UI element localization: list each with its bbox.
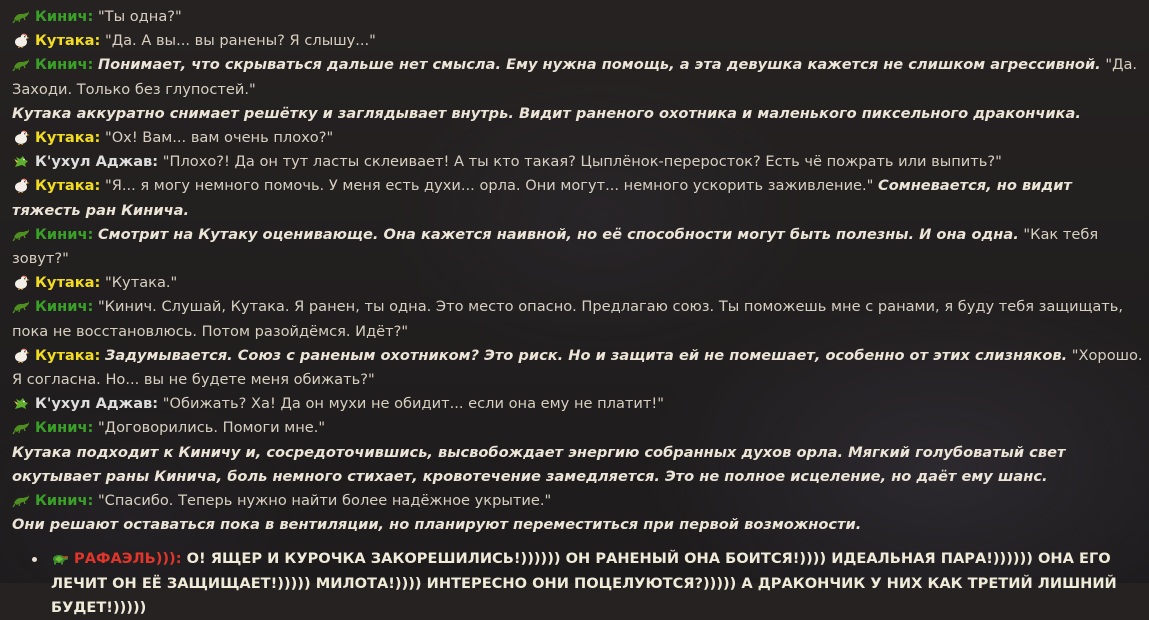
chicken-icon — [12, 274, 30, 290]
speaker-name: РАФАЭЛЬ))): — [74, 550, 182, 568]
message-kutaka — [12, 344, 1144, 392]
speech: "Кутака." — [104, 274, 178, 292]
speech: "Ох! Вам... вам очень плохо?" — [104, 129, 334, 147]
speaker-name: К'ухул Аджав: — [35, 395, 159, 413]
message-kinich — [12, 489, 1144, 513]
speaker-name: Кинич: — [35, 8, 94, 25]
lizard-icon — [12, 298, 30, 314]
action-text: Задумывается. Союз с раненым охотником? Это риск. Но и защита ей не помешает, особенно от этих слизняков. — [104, 346, 1068, 364]
speech: "Хорошо. Я согласна. Но... вы не будете меня обижать?" — [12, 346, 1143, 389]
chicken-icon — [12, 177, 30, 193]
speaker-name: Кутака: — [35, 32, 101, 50]
speaker-name: Кинич: — [35, 419, 94, 437]
speaker-name: Кинич: — [35, 56, 94, 74]
chicken-icon — [12, 32, 30, 48]
narration: Кутака аккуратно снимает решётку и заглядывает внутрь. Видит раненого охотника и маленького пиксельного дракончика. — [12, 104, 1081, 122]
chicken-icon — [12, 129, 30, 145]
message-kutaka — [12, 174, 1144, 222]
message-kinich — [12, 223, 1144, 271]
speaker-name: Кутака: — [35, 274, 101, 292]
speech: "Как тебя зовут?" — [12, 225, 1099, 268]
message-kuhul — [12, 150, 1144, 174]
speech: "Спасибо. Теперь нужно найти более надёжное укрытие." — [97, 492, 552, 510]
speech: "Да. Заходи. Только без глупостей." — [12, 56, 1138, 98]
lizard-icon — [12, 492, 30, 508]
message-kutaka — [12, 29, 1144, 53]
narration: Кутака подходит к Киничу и, сосредоточившись, высвобождает энергию собранных духов орла. Мягкий голубоватый свет окутывает раны Кинича, боль немного стихает, кровотечение замедляется. Это не полное исцеление, но даёт ему шанс. — [12, 443, 1066, 485]
lizard-icon — [12, 8, 30, 24]
comment-list-item — [32, 547, 1144, 620]
comment-text: О! ЯЩЕР И КУРОЧКА ЗАКОРЕШИЛИСЬ!)))))) ОН РАНЕНЫЙ ОНА БОИТСЯ!)))) ИДЕАЛЬНАЯ ПАРА!)))))) ОНА ЕГО ЛЕЧИТ ОН ЕЁ ЗАЩИЩАЕТ!))))) МИЛОТА!)))) ИНТЕРЕСНО ОНИ ПОЦЕЛУЮТСЯ?))))) А ДРАКОНЧИК У НИХ КАК ТРЕТИЙ ЛИШНИЙ БУДЕТ!))))) — [51, 550, 1117, 616]
lizard-icon — [12, 226, 30, 242]
dragon-icon — [12, 153, 30, 169]
speaker-name: Кинич: — [35, 225, 94, 243]
message-kinich — [12, 295, 1144, 343]
speaker-name: Кинич: — [35, 298, 94, 316]
message-kuhul — [12, 392, 1144, 416]
dragon-icon — [12, 395, 30, 411]
bullet-dot — [32, 557, 37, 562]
action-text: Смотрит на Кутаку оценивающе. Она кажется наивной, но её способности могут быть полезны. И она одна. — [97, 225, 1019, 243]
narration: Они решают оставаться пока в вентиляции, но планируют переместиться при первой возможности. — [12, 516, 862, 534]
speaker-name: Кутака: — [35, 177, 101, 195]
message-kutaka — [12, 271, 1144, 295]
roleplay-log — [12, 5, 1144, 620]
message-kinich — [12, 53, 1144, 101]
speech: "Договорились. Помоги мне." — [97, 419, 326, 437]
speech: "Обижать? Ха! Да он мухи не обидит... если она ему не платит!" — [162, 395, 664, 413]
turtle-icon — [51, 550, 69, 566]
speech: "Я... я могу немного помочь. У меня есть духи... орла. Они могут... немного ускорить заживление." — [104, 177, 874, 195]
speaker-name: Кинич: — [35, 492, 94, 510]
action-text: Сомневается, но видит тяжесть ран Кинича. — [12, 177, 1072, 219]
speech: "Плохо?! Да он тут ласты склеивает! А ты кто такая? Цыплёнок-переросток? Есть чё пожрать или выпить?" — [162, 153, 1002, 171]
speech: "Кинич. Слушай, Кутака. Я ранен, ты одна. Это место опасно. Предлагаю союз. Ты поможешь мне с ранами, я буду тебя защищать, пока не восстановлюсь. Потом разойдёмся. Идёт?" — [12, 298, 1124, 340]
message-kinich — [12, 416, 1144, 440]
message-kutaka — [12, 126, 1144, 150]
chicken-icon — [12, 347, 30, 363]
message-kinich — [12, 5, 1144, 29]
lizard-icon — [12, 56, 30, 72]
speech: "Да. А вы... вы ранены? Я слышу..." — [104, 32, 376, 50]
action-text: Понимает, что скрываться дальше нет смысла. Ему нужна помощь, а эта девушка кажется не слишком агрессивной. — [97, 56, 1101, 74]
speaker-name: Кутака: — [35, 346, 101, 364]
speech: "Ты одна?" — [97, 8, 182, 25]
lizard-icon — [12, 419, 30, 435]
comment-rafael — [51, 547, 1144, 620]
speaker-name: Кутака: — [35, 129, 101, 147]
speaker-name: К'ухул Аджав: — [35, 153, 159, 171]
